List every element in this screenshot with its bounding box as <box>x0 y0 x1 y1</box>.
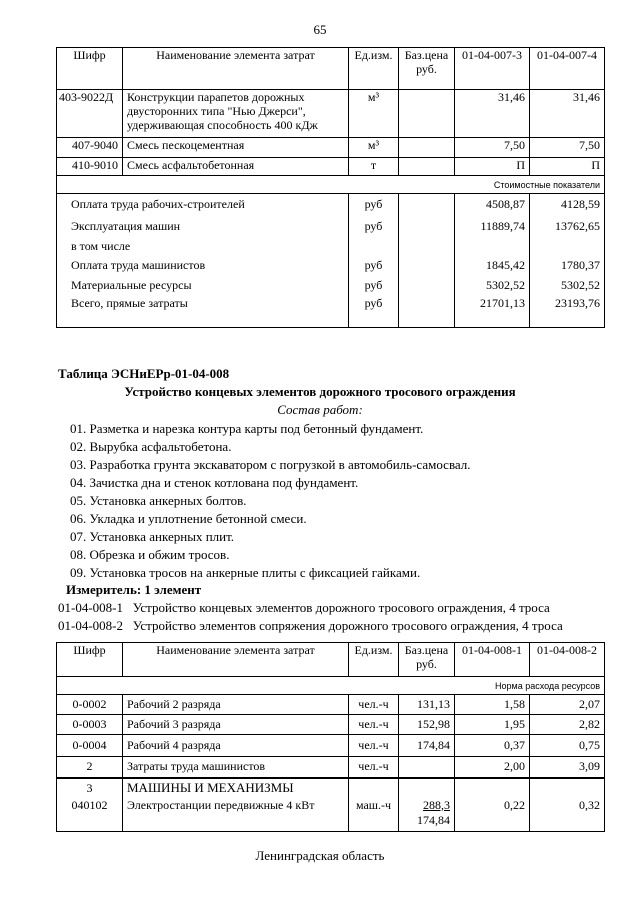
cell-unit: чел.-ч <box>349 757 399 778</box>
cell-unit: т <box>349 158 399 176</box>
measure-unit: Измеритель: 1 элемент <box>66 582 202 597</box>
cell-name: Рабочий 3 разряда <box>123 715 349 735</box>
cell-name: Электростанции передвижные 4 кВт <box>123 798 349 832</box>
table-row <box>57 238 605 256</box>
cell-code: 403-9022Д <box>57 90 123 138</box>
list-item: 03. Разработка грунта экскаватором с погрузкой в автомобиль-самосвал. <box>70 457 471 472</box>
cell-code: 040102 <box>57 798 123 832</box>
cell-price <box>399 90 455 138</box>
cell-value-a: 0,37 <box>455 735 530 757</box>
cell-price <box>399 798 455 832</box>
cost-unit: руб <box>349 194 399 216</box>
price-bottom: 174,84 <box>417 812 450 827</box>
cost-value-a: 4508,87 <box>455 194 530 216</box>
page-number: 65 <box>313 22 327 37</box>
work-composition-label: Состав работ: <box>277 402 363 417</box>
list-item: 01. Разметка и нарезка контура карты под бетонный фундамент. <box>70 421 424 436</box>
cost-value-b: 13762,65 <box>530 216 605 238</box>
cell-value-b: 2,07 <box>530 695 605 715</box>
cost-name: Материальные ресурсы <box>57 276 349 296</box>
resource-table-1 <box>56 47 605 328</box>
table-row <box>57 296 605 328</box>
cell-name: Рабочий 4 разряда <box>123 735 349 757</box>
table-row <box>57 798 605 832</box>
cost-value-b: 5302,52 <box>530 276 605 296</box>
variant-code: 01-04-008-2 <box>58 618 123 633</box>
cell-unit: чел.-ч <box>349 735 399 757</box>
cell-value-a: 31,46 <box>455 90 530 138</box>
cost-value-b: 23193,76 <box>530 296 605 328</box>
cost-unit: руб <box>349 296 399 328</box>
cell-unit: чел.-ч <box>349 695 399 715</box>
cell-value-b: 7,50 <box>530 138 605 158</box>
cell-name: Рабочий 2 разряда <box>123 695 349 715</box>
list-item: 06. Укладка и уплотнение бетонной смеси. <box>70 511 307 526</box>
cell-name: Смесь пескоцементная <box>123 138 349 158</box>
work-list <box>70 420 471 582</box>
variant-text: Устройство элементов сопряжения дорожного тросового ограждения, 4 троса <box>132 618 563 633</box>
cost-value-b <box>530 238 605 256</box>
price-top: 288,3 <box>423 797 450 812</box>
variant-text: Устройство концевых элементов дорожного тросового ограждения, 4 троса <box>132 600 550 615</box>
page-footer: Ленинградская область <box>255 848 385 863</box>
resource-table-2 <box>56 642 605 832</box>
list-item: 04. Зачистка дна и стенок котлована под фундамент. <box>70 475 359 490</box>
header-col-b: 01-04-008-2 <box>530 643 605 677</box>
table-row <box>57 276 605 296</box>
cell-code: 407-9040 <box>57 138 123 158</box>
cell-code: 0-0002 <box>57 695 123 715</box>
list-item: 09. Установка тросов на анкерные плиты с фиксацией гайками. <box>70 565 421 580</box>
table-row <box>57 194 605 216</box>
cell-price: 174,84 <box>399 735 455 757</box>
cell-unit: м³ <box>349 90 399 138</box>
cell-value-b: 0,75 <box>530 735 605 757</box>
cell-value-b: П <box>530 158 605 176</box>
table-row <box>57 256 605 276</box>
header-unit: Ед.изм. <box>349 48 399 90</box>
cost-name: Оплата труда рабочих-строителей <box>57 194 349 216</box>
cost-value-a: 11889,74 <box>455 216 530 238</box>
header-col-a: 01-04-008-1 <box>455 643 530 677</box>
table-row <box>57 715 605 735</box>
cell-value-a: П <box>455 158 530 176</box>
list-item: 08. Обрезка и обжим тросов. <box>70 547 230 562</box>
list-item: 05. Установка анкерных болтов. <box>70 493 247 508</box>
cell-unit: чел.-ч <box>349 715 399 735</box>
cell-price <box>399 138 455 158</box>
list-item: 07. Установка анкерных плит. <box>70 529 235 544</box>
table-row <box>57 216 605 238</box>
cell-code: 0-0004 <box>57 735 123 757</box>
table-row <box>57 735 605 757</box>
table-row <box>57 757 605 778</box>
header-base-price: Баз.цена руб. <box>399 643 455 677</box>
cell-name: МАШИНЫ И МЕХАНИЗМЫ <box>123 778 349 798</box>
cell-value-b: 0,32 <box>530 798 605 832</box>
header-name: Наименование элемента затрат <box>123 643 349 677</box>
cost-unit: руб <box>349 276 399 296</box>
cost-value-a: 1845,42 <box>455 256 530 276</box>
cell-value-b: 31,46 <box>530 90 605 138</box>
cell-unit: маш.-ч <box>349 798 399 832</box>
variant-code: 01-04-008-1 <box>58 600 123 615</box>
header-code: Шифр <box>57 643 123 677</box>
table-row <box>57 90 605 138</box>
cell-code: 410-9010 <box>57 158 123 176</box>
cell-code: 3 <box>57 778 123 798</box>
cell-unit: м³ <box>349 138 399 158</box>
variant-item <box>58 618 563 634</box>
cost-value-a: 21701,13 <box>455 296 530 328</box>
cost-name: Эксплуатация машин <box>57 216 349 238</box>
cell-price: 152,98 <box>399 715 455 735</box>
cell-value-b: 3,09 <box>530 757 605 778</box>
variant-item <box>58 600 550 616</box>
cell-value-a: 7,50 <box>455 138 530 158</box>
cell-value-a: 1,95 <box>455 715 530 735</box>
cell-value-a: 2,00 <box>455 757 530 778</box>
header-col-a: 01-04-007-3 <box>455 48 530 90</box>
table-title: Таблица ЭСНиЕРр-01-04-008 <box>58 366 230 381</box>
header-name: Наименование элемента затрат <box>123 48 349 90</box>
cost-unit: руб <box>349 216 399 238</box>
table-row <box>57 778 605 798</box>
cell-value-a: 1,58 <box>455 695 530 715</box>
cost-unit <box>349 238 399 256</box>
cell-value-a: 0,22 <box>455 798 530 832</box>
section-label: Стоимостные показатели <box>57 176 605 194</box>
cost-value-a <box>455 238 530 256</box>
header-col-b: 01-04-007-4 <box>530 48 605 90</box>
cost-name: Оплата труда машинистов <box>57 256 349 276</box>
cell-name: Смесь асфальтобетонная <box>123 158 349 176</box>
cost-value-a: 5302,52 <box>455 276 530 296</box>
table-row <box>57 158 605 176</box>
table-row <box>57 138 605 158</box>
header-unit: Ед.изм. <box>349 643 399 677</box>
cell-code: 2 <box>57 757 123 778</box>
cell-value-b: 2,82 <box>530 715 605 735</box>
header-code: Шифр <box>57 48 123 90</box>
cell-name: Конструкции парапетов дорожных двусторонних типа "Нью Джерси", удерживающая способность 400 кДж <box>123 90 349 138</box>
cost-name: Всего, прямые затраты <box>57 296 349 328</box>
cell-price <box>399 158 455 176</box>
cost-name: в том числе <box>57 238 349 256</box>
header-base-price: Баз.цена руб. <box>399 48 455 90</box>
cost-value-b: 4128,59 <box>530 194 605 216</box>
section-label: Норма расхода ресурсов <box>57 677 605 695</box>
cell-price: 131,13 <box>399 695 455 715</box>
cell-name: Затраты труда машинистов <box>123 757 349 778</box>
table-row <box>57 695 605 715</box>
list-item: 02. Вырубка асфальтобетона. <box>70 439 232 454</box>
table-heading: Устройство концевых элементов дорожного тросового ограждения <box>124 384 516 399</box>
cost-unit: руб <box>349 256 399 276</box>
cell-code: 0-0003 <box>57 715 123 735</box>
cost-value-b: 1780,37 <box>530 256 605 276</box>
